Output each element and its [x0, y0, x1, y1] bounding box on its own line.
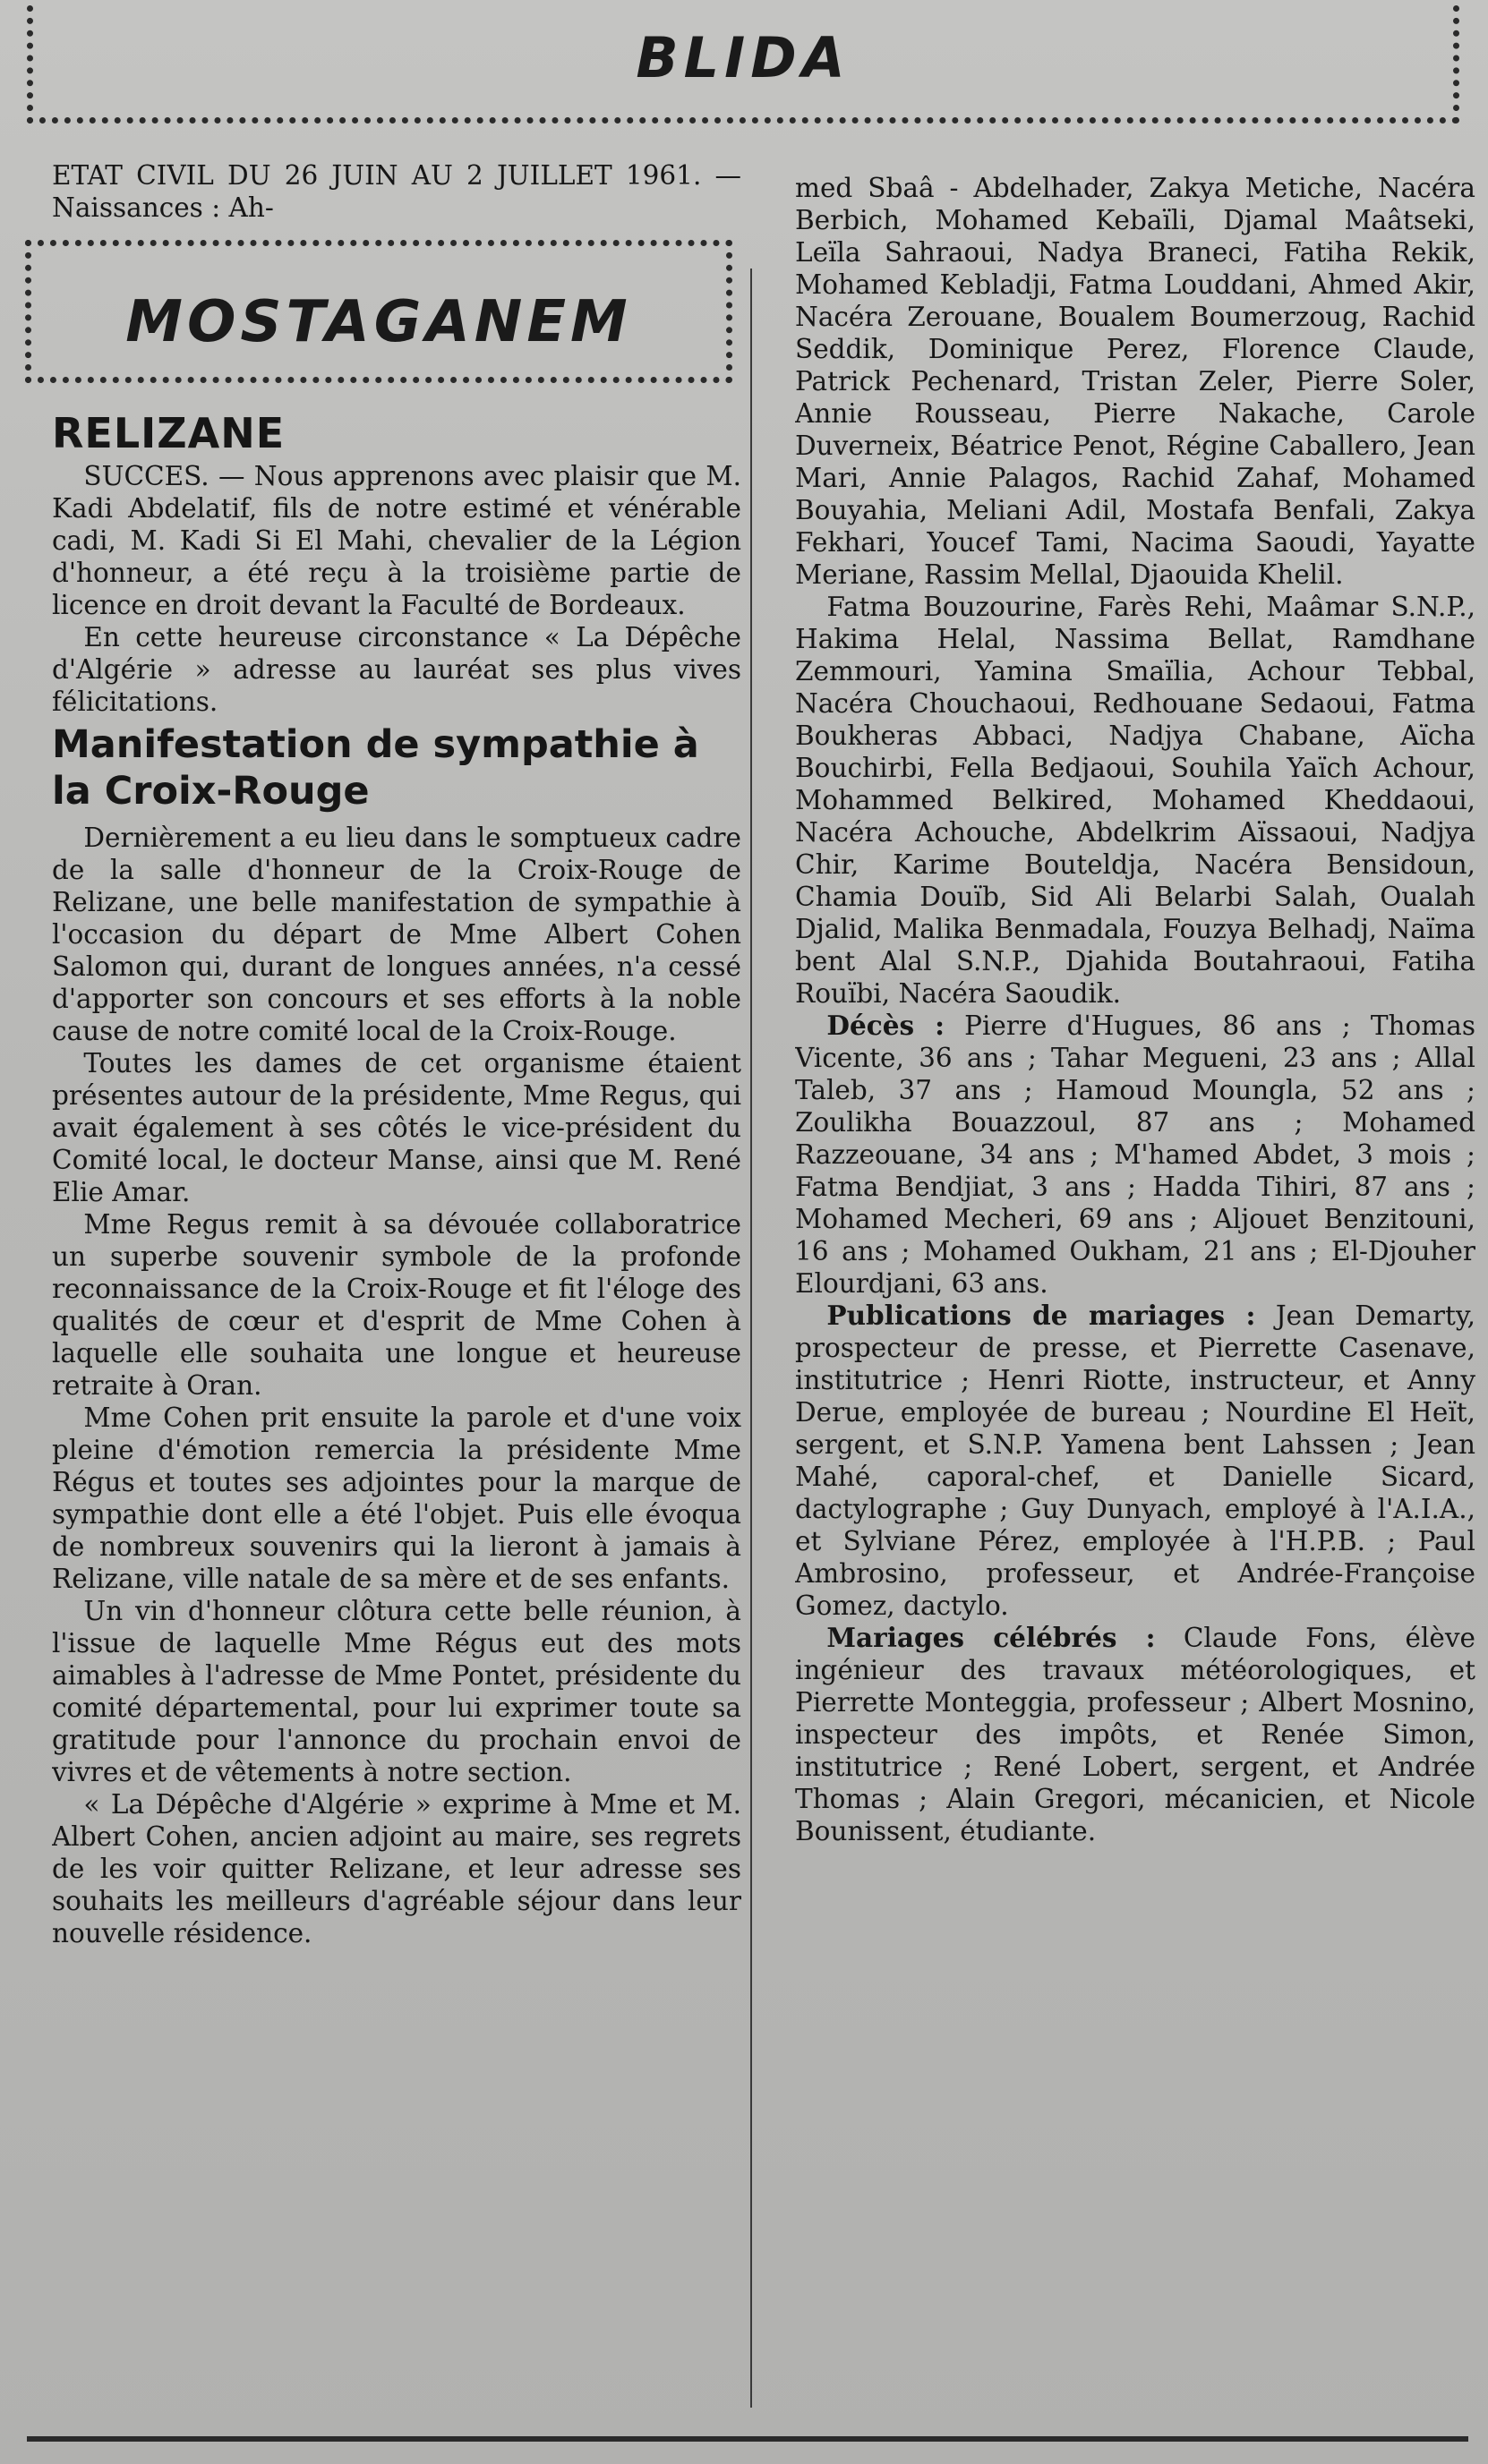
- article-paragraph: « La Dépêche d'Algérie » exprime à Mme et M. Albert Cohen, ancien adjoint au maire, ses regrets de les voir quitter Relizane, et leur adresse ses souhaits les meilleurs d'agréable séjour dans leur nouvelle résidence.: [52, 1789, 741, 1948]
- article-paragraph: Mme Regus remit à sa dévouée collaboratrice un superbe souvenir symbole de la profonde reconnaissance de la Croix-Rouge et fit l'éloge des qualités de cœur et d'esprit de Mme Cohen à laquelle elle souhaita une longue et heureuse retraite à Oran.: [52, 1209, 741, 1401]
- article-headline: Manifestation de sympathie à la Croix-Rouge: [52, 722, 699, 814]
- town-heading-relizane: RELIZANE: [52, 410, 286, 457]
- naissances-list-continued: Fatma Bouzourine, Farès Rehi, Maâmar S.N.P., Hakima Helal, Nassima Bellat, Ramdhane Zemmouri, Yamina Smaïlia, Achour Tebbal, Nacéra Chouchaoui, Redhouane Sedaoui, Fatma Boukheras Abbaci, Nadjya Chabane, Aïcha Bouchirbi, Fella Bedjaoui, Souhila Yaïch Achour, Mohammed Belkired, Mohamed Kheddaoui, Nacéra Achouche, Abdelkrim Aïssaoui, Nadjya Chir, Karime Bouteldja, Nacéra Bensidoun, Chamia Douïb, Sid Ali Belarbi Salah, Oualah Djalid, Malika Benmadala, Fouzya Belhadj, Naïma bent Alal S.N.P., Djahida Boutahraoui, Fatiha Rouïbi, Nacéra Saoudik.: [795, 592, 1475, 1009]
- mariages-label: Mariages célébrés :: [826, 1622, 1156, 1653]
- left-column: [52, 410, 741, 2406]
- etat-civil-intro: ETAT CIVIL DU 26 JUIN AU 2 JUILLET 1961. — Naissances : Ah-: [52, 160, 741, 223]
- deces-text: Pierre d'Hugues, 86 ans ; Thomas Vicente, 36 ans ; Tahar Megueni, 23 ans ; Allal Taleb, 37 ans ; Hamoud Moungla, 52 ans ; Zoulikha Bouazzoul, 87 ans ; Mohamed Razzeouane, 34 ans ; M'hamed Abdet, 3 mois ; Fatma Bendjiat, 3 ans ; Hadda Tihiri, 87 ans ; Mohamed Mecheri, 69 ans ; Aljouet Benzitouni, 16 ans ; Mohamed Oukham, 21 ans ; El-Djouher Elourdjani, 63 ans.: [795, 1010, 1475, 1299]
- etat-civil-intro-column: [52, 159, 741, 224]
- deces-label: Décès :: [826, 1010, 945, 1041]
- article-paragraph: Toutes les dames de cet organisme étaient présentes autour de la présidente, Mme Regus, qui avait également à ses côtés le vice-président du Comité local, le docteur Manse, ainsi que M. René Elie Amar.: [52, 1048, 741, 1207]
- section-header-box-mostaganem: [25, 240, 732, 383]
- article-paragraph: Dernièrement a eu lieu dans le somptueux cadre de la salle d'honneur de la Croix-Rouge de Relizane, une belle manifestation de sympathie à l'occasion du départ de Mme Albert Cohen Salomon qui, durant de longues années, n'a cessé d'apporter son concours et ses efforts à la noble cause de notre comité local de la Croix-Rouge.: [52, 823, 741, 1046]
- mariages-paragraph: [795, 1622, 1475, 1847]
- naissances-list: med Sbaâ - Abdelhader, Zakya Metiche, Nacéra Berbich, Mohamed Kebaïli, Djamal Maâtseki, Leïla Sahraoui, Nadya Braneci, Fatiha Rekik, Mohamed Kebladji, Fatma Louddani, Ahmed Akir, Nacéra Zerouane, Boualem Boumerzoug, Rachid Seddik, Dominique Perez, Florence Claude, Patrick Pechenard, Tristan Zeler, Pierre Soler, Annie Rousseau, Pierre Nakache, Carole Duverneix, Béatrice Penot, Régine Caballero, Jean Mari, Annie Palagos, Rachid Zahaf, Mohamed Bouyahia, Meliani Adil, Mostafa Benfali, Zakya Fekhari, Youcef Tami, Nacima Saoudi, Yayatte Meriane, Rassim Mellal, Djaouida Khelil.: [795, 173, 1475, 590]
- section-title-mostaganem: MOSTAGANEM: [125, 289, 632, 355]
- article-paragraph: Un vin d'honneur clôtura cette belle réunion, à l'issue de laquelle Mme Régus eut des mots aimables à l'adresse de Mme Pontet, présidente du comité départemental, pour lui exprimer toute sa gratitude pour l'annonce du prochain envoi de vivres et de vêtements à notre section.: [52, 1596, 741, 1787]
- article-paragraph: Mme Cohen prit ensuite la parole et d'une voix pleine d'émotion remercia la présidente Mme Régus et toutes ses adjointes pour la marque de sympathie dont elle a été l'objet. Puis elle évoqua de nombreux souvenirs qui la lieront à jamais à Relizane, ville natale de sa mère et de ses enfants.: [52, 1403, 741, 1594]
- column-divider: [750, 269, 752, 2408]
- right-column: [795, 172, 1475, 2409]
- publications-text: Jean Demarty, prospecteur de presse, et Pierrette Casenave, institutrice ; Henri Riotte, instructeur, et Anny Derue, employée de bureau ; Nourdine El Heït, sergent, et S.N.P. Yamena bent Lahssen ; Jean Mahé, caporal-chef, et Danielle Sicard, dactylographe ; Guy Dunyach, employé à l'A.I.A., et Sylviane Pérez, employée à l'H.P.B. ; Paul Ambrosino, professeur, et Andrée-Françoise Gomez, dactylo.: [795, 1300, 1475, 1621]
- deces-paragraph: [795, 1010, 1475, 1300]
- succes-congrats-paragraph: En cette heureuse circonstance « La Dépêche d'Algérie » adresse au lauréat ses plus vives félicitations.: [52, 622, 741, 717]
- section-header-box-blida: [27, 5, 1459, 124]
- mariages-text: Claude Fons, élève ingénieur des travaux météorologiques, et Pierrette Monteggia, professeur ; Albert Mosnino, inspecteur des impôts, et Renée Simon, institutrice ; René Lobert, sergent, et Andrée Thomas ; Alain Gregori, mécanicien, et Nicole Bounissent, étudiante.: [795, 1623, 1475, 1846]
- succes-paragraph: SUCCES. — Nous apprenons avec plaisir que M. Kadi Abdelatif, fils de notre estimé et vénérable cadi, M. Kadi Si El Mahi, chevalier de la Légion d'honneur, a été reçu à la troisième partie de licence en droit devant la Faculté de Bordeaux.: [52, 461, 741, 620]
- section-title-blida: BLIDA: [636, 25, 851, 90]
- publications-paragraph: [795, 1300, 1475, 1622]
- publications-label: Publications de mariages :: [826, 1300, 1256, 1331]
- bottom-rule: [27, 2436, 1468, 2442]
